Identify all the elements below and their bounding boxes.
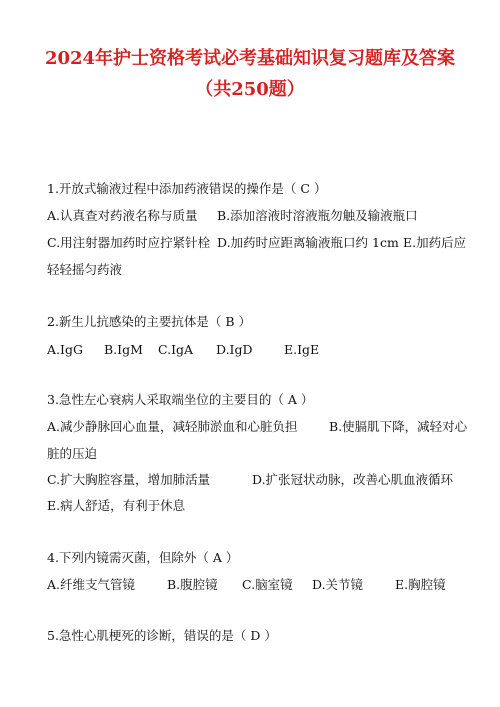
question-3-continuation: 脏的压迫 (47, 446, 98, 461)
question-1-option-d: D.加药时应距离输液瓶口约 1cm (217, 235, 399, 250)
question-1-stem: 1.开放式输液过程中添加药液错误的操作是（ C ） (47, 181, 327, 196)
question-4-option-d: D.关节镜 (312, 577, 364, 592)
question-3-option-b: B.使膈肌下降，减轻对心 (329, 419, 468, 434)
question-4-option-c: C.脑室镜 (242, 577, 293, 592)
question-1-option-b: B.添加溶液时溶液瓶勿触及输液瓶口 (217, 208, 418, 223)
question-3-stem: 3.急性左心衰病人采取端坐位的主要目的（ A ） (47, 392, 314, 407)
question-2-options-row (47, 342, 347, 358)
question-4-option-b: B.腹腔镜 (167, 577, 218, 592)
question-5-stem: 5.急性心肌梗死的诊断，错误的是（ D ） (47, 628, 277, 643)
question-3-option-e: E.病人舒适，有利于休息 (47, 498, 186, 513)
question-3-option-c: C.扩大胸腔容量，增加肺活量 (47, 472, 211, 487)
question-3-option-d: D.扩张冠状动脉，改善心肌血液循环 (252, 472, 454, 487)
question-1-option-e: E.加药后应 (403, 235, 467, 250)
document-subtitle: （共250题） (195, 79, 305, 100)
question-2-option-a: A.IgG (47, 342, 83, 357)
question-1-options-row-2 (47, 235, 467, 251)
question-3-options-row-2 (47, 472, 467, 488)
question-4-option-a: A.纤维支气管镜 (47, 577, 136, 592)
question-2-stem: 2.新生儿抗感染的主要抗体是（ B ） (47, 314, 252, 329)
document-title: 2024年护士资格考试必考基础知识复习题库及答案 (44, 48, 456, 69)
question-2-option-e: E.IgE (284, 342, 320, 357)
question-1-option-c: C.用注射器加药时应拧紧针栓 (47, 235, 211, 250)
question-1-continuation: 轻轻摇匀药液 (47, 262, 123, 277)
question-3-options-row-1 (47, 419, 467, 435)
question-1-options-row-1 (47, 208, 467, 224)
question-2-option-d: D.IgD (216, 342, 253, 357)
question-3-option-a: A.减少静脉回心血量，减轻肺淤血和心脏负担 (47, 419, 298, 434)
question-4-options-row (47, 577, 467, 593)
question-2-option-c: C.IgA (158, 342, 194, 357)
question-2-option-b: B.IgM (104, 342, 143, 357)
question-1-option-a: A.认真查对药液名称与质量 (47, 208, 198, 223)
question-4-option-e: E.胸腔镜 (395, 577, 446, 592)
question-4-stem: 4.下列内镜需灭菌，但除外（ A ） (47, 550, 239, 565)
